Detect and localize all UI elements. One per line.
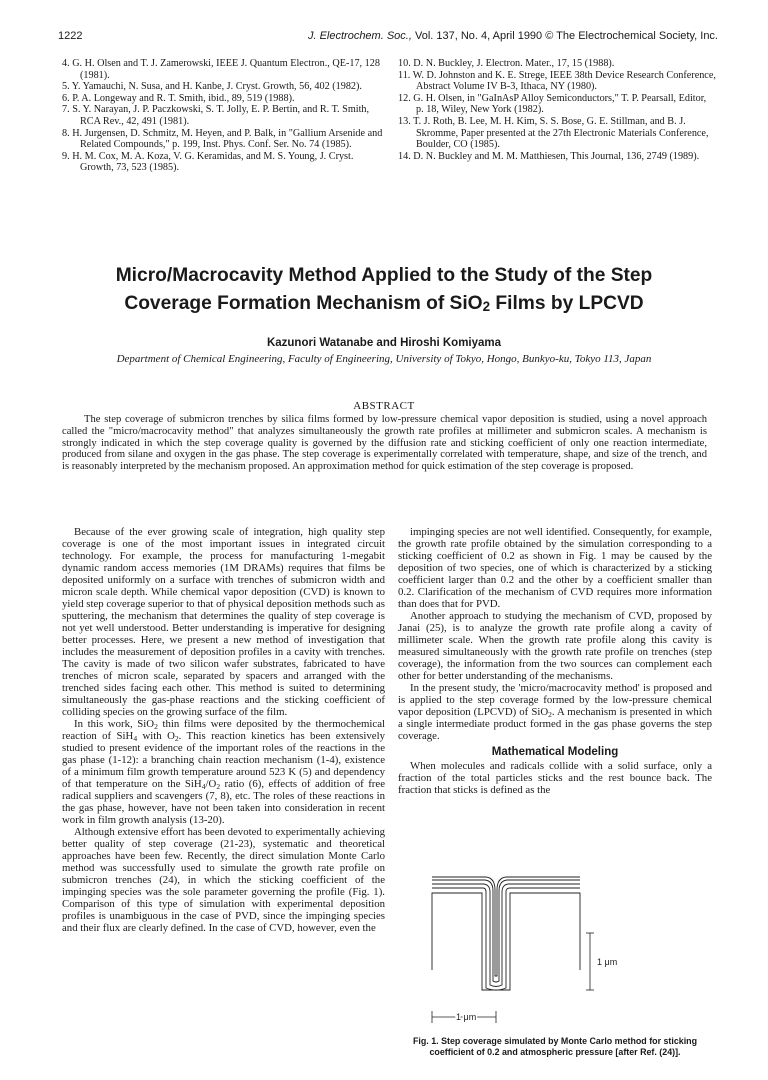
body-column-left	[62, 526, 385, 934]
reference: 6. P. A. Longeway and R. T. Smith, ibid., 89, 519 (1988).	[62, 92, 295, 104]
title-line-1: Micro/Macrocavity Method Applied to the Study of the Step	[115, 265, 653, 286]
paragraph: Although extensive effort has been devoted to experimentally achieving better quality of step coverage (21-23), systematic and theoretical approaches have been few. Recently, the direct simulation Monte Carlo method was successfully used to simulate the growth rate profile on submicron trenches (24), in which the sticking coefficient of the impinging species was the sole parameter governing the profile (Fig. 1). Comparison of this type of simulation with experimental deposition profiles is unambiguous in the case of PVD, since the impinging species and their flux are clearly defined. In the case of CVD, however, even the	[62, 826, 386, 934]
text-run: ratio (6), effects of addition of free radical suppliers and scavengers (7, 8), etc. The roles of these reactions in the gas phase, however, have not been taken into consideration in recent work in film growth analysis (13-20).	[62, 778, 385, 826]
title-subscript: 2	[482, 299, 491, 314]
reference: 5. Y. Yamauchi, N. Susa, and H. Kanbe, J. Cryst. Growth, 56, 402 (1982).	[62, 81, 362, 93]
subscript: 4	[201, 782, 206, 791]
reference: 8. H. Jurgensen, D. Schmitz, M. Heyen, and P. Balk, in "Gallium Arsenide and Related Compounds," p. 199, Inst. Phys. Conf. Ser. No. 74 (1985).	[62, 127, 383, 151]
page-number: 1222	[58, 30, 83, 42]
text-run: with O	[137, 730, 175, 742]
figure-caption: Fig. 1. Step coverage simulated by Monte Carlo method for sticking coefficient of 0.2 and atmospheric pressure [after Ref. (24)].	[412, 1036, 698, 1057]
paragraph: When molecules and radicals collide with a solid surface, only a fraction of the total particles sticks and the rest bounce back. The fraction that sticks is defined as the	[398, 760, 712, 796]
scale-label-width: 1 μm	[456, 1012, 477, 1022]
reference: 14. D. N. Buckley and M. M. Matthiesen, This Journal, 136, 2749 (1989).	[398, 150, 700, 162]
reference: 13. T. J. Roth, B. Lee, M. H. Kim, S. S. Bose, G. E. Stillman, and B. J. Skromme, Paper presented at the 27th Electronic Materials Conference, Boulder, CO (1985).	[398, 115, 709, 151]
reference: 11. W. D. Johnston and K. E. Strege, IEEE 38th Device Research Conference, Abstract Volume IV B-3, Ithaca, NY (1980).	[398, 69, 716, 93]
subscript: 2	[154, 722, 158, 731]
paragraph	[398, 682, 712, 742]
text-run: . A mechanism is presented in which a single intermediate product formed in the gas phase governs the step coverage.	[398, 706, 712, 742]
affiliation: Department of Chemical Engineering, Faculty of Engineering, University of Tokyo, Hongo, Bunkyo-ku, Tokyo 113, Japan	[116, 353, 652, 365]
film-layer	[432, 888, 580, 990]
title-line-2	[40, 290, 728, 318]
paragraph: Another approach to studying the mechanism of CVD, proposed by Janai (25), is to analyze the growth rate profile along a cavity of millimeter scale. When the growth rate profile along this cavity is measured simultaneously with the growth rate profile on trenches (step coverage), the information from the two sources can complement each other for better understanding of the mechanisms.	[398, 610, 712, 682]
title-line-2-text: Coverage Formation Mechanism of SiO	[124, 293, 483, 314]
subscript: 2	[174, 734, 179, 743]
authors: Kazunori Watanabe and Hiroshi Komiyama	[266, 337, 502, 349]
journal-info: J. Electrochem. Soc., Vol. 137, No. 4, April 1990 © The Electrochemical Society, Inc.	[307, 30, 718, 42]
paragraph	[62, 718, 385, 826]
references-right	[398, 58, 716, 162]
references-left	[62, 58, 384, 174]
text-run: . This reaction kinetics has been extensively studied to present evidence of the important roles of the reactions in the gas phase (1-12): a branching chain reaction mechanism (1-4), existence of a minimum film growth temperature around 523 K (5) and dependency of that temperature on the SiH	[62, 730, 385, 790]
subscript: 4	[133, 734, 138, 743]
volume-info: Vol. 137, No. 4, April 1990 © The Electrochemical Society, Inc.	[414, 30, 718, 42]
paragraph: impinging species are not well identified. Consequently, for example, the growth rate profile obtained by the simulation corresponding to a sticking coefficient of 0.2 as shown in Fig. 1 may be caused by the deposition of two species, one of which is characterized by a sticking coefficient larger than 0.2 and the other by a coefficient smaller than 0.2. Clarification of the mechanism of CVD requires more information than does that for PVD.	[398, 526, 712, 610]
text-run: thin films were deposited by the thermochemical reaction of SiH	[62, 718, 385, 742]
figure-step-coverage	[400, 875, 710, 1030]
page-header	[58, 30, 718, 46]
scale-label-height: 1 μm	[597, 957, 618, 967]
body-column-right	[398, 526, 712, 796]
article-title	[40, 262, 728, 318]
reference: 4. G. H. Olsen and T. J. Zamerowski, IEEE J. Quantum Electron., QE-17, 128 (1981).	[62, 58, 380, 81]
subscript: 2	[548, 710, 552, 719]
section-heading: Mathematical Modeling	[491, 746, 619, 758]
paragraph: Because of the ever growing scale of integration, high quality step coverage is one of the most important issues in integrated circuit technology. For example, the process for manufacturing 1-megabit dynamic random access memories (1M DRAMs) requires that films be deposited uniformly on a surface with trenches of submicron width and micron scale depth. While chemical vapor deposition (CVD) is known to yield step coverage superior to that of physical deposition methods such as sputtering, the mechanism that determines the quality of step coverage is not yet well understood. Better understanding is imperative for designing better processes. Here, we present a new method of investigation that includes the measurement of deposition profiles in a cavity with trenches. The cavity is made of two silicon wafer substrates, fabricated to have trenches of micron scale, separated by spacers and arranged with the trenched sides facing each other. This method is suited to determining simultaneously the gas-phase reactions and the sticking coefficient of colliding species on the growing surface of the film.	[62, 526, 385, 718]
abstract-heading: ABSTRACT	[353, 400, 415, 412]
text-run: In the present study, the 'micro/macrocavity method' is proposed and is applied to the step coverage formed by the low-pressure chemical vapor deposition (LPCVD) of SiO	[398, 682, 712, 718]
title-line-2-tail: Films by LPCVD	[490, 293, 644, 314]
reference: 10. D. N. Buckley, J. Electron. Mater., 17, 15 (1988).	[398, 58, 615, 69]
reference: 9. H. M. Cox, M. A. Koza, V. G. Keramidas, and M. S. Young, J. Cryst. Growth, 73, 523 (1985).	[62, 150, 354, 174]
journal-name: J. Electrochem. Soc.	[307, 30, 409, 42]
text-run: In this work, SiO	[74, 718, 155, 730]
reference: 7. S. Y. Narayan, J. P. Paczkowski, S. T. Jolly, E. P. Bertin, and R. T. Smith, RCA Rev., 42, 491 (1981).	[62, 104, 370, 127]
text-run: /O	[205, 778, 217, 790]
abstract: The step coverage of submicron trenches by silica films formed by low-pressure chemical vapor deposition is studied, using a novel approach called the "micro/macrocavity method" that analyzes simultaneously the growth rate profiles at millimeter and submicron scales. A mechanism is strongly indicated in which the step coverage quality is governed by the diffusion rate and sticking coefficient of only one reaction intermediate, produced from silane and oxygen in the gas phase. The step coverage is experimentally correlated with temperature, shape, and size of the trench, and is reasonably interpreted by the mechanism proposed. An approximation method for quick estimation of the step coverage is proposed.	[62, 414, 707, 473]
reference: 12. G. H. Olsen, in "GaInAsP Alloy Semiconductors," T. P. Pearsall, Editor, p. 18, Wiley, New York (1982).	[398, 92, 707, 116]
subscript: 2	[216, 782, 221, 791]
